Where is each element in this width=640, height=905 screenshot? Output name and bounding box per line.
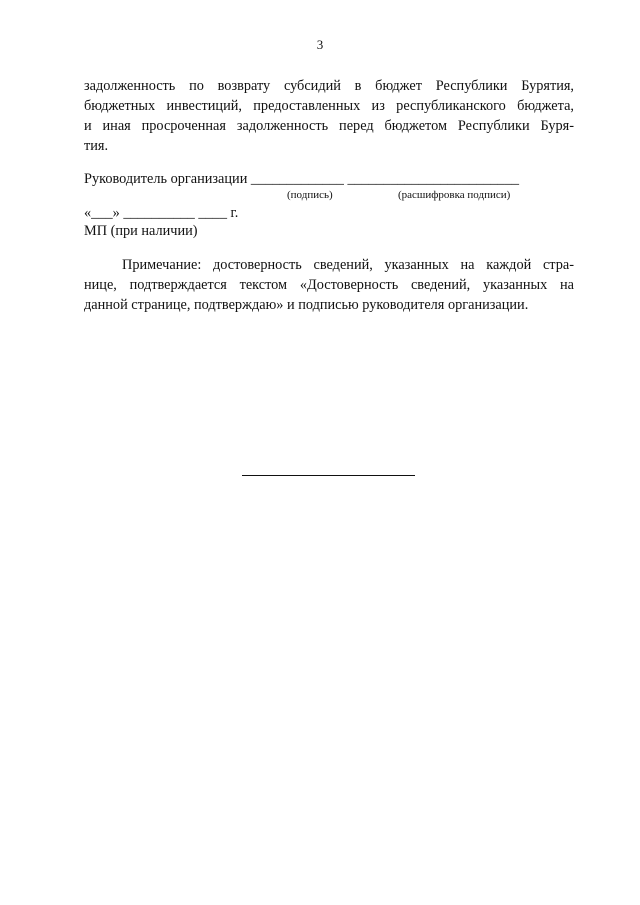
signature-decode-caption: (расшифровка подписи) (398, 189, 511, 201)
text-line: и иная просроченная задолженность перед бюджетом Республики Буря- (84, 118, 574, 134)
stamp-line: МП (при наличии) (84, 223, 198, 239)
end-divider (242, 475, 415, 476)
page-number: 3 (316, 37, 324, 52)
signature-caption: (подпись) (287, 189, 333, 201)
text-line: нице, подтверждается текстом «Достоверность сведений, указанных на (84, 277, 574, 293)
text-line: задолженность по возврату субсидий в бюджет Республики Бурятия, (84, 78, 574, 94)
text-line: Примечание: достоверность сведений, указанных на каждой стра- (122, 257, 574, 273)
text-line: бюджетных инвестиций, предоставленных из республиканского бюджета, (84, 98, 574, 114)
note-paragraph (84, 255, 574, 315)
date-line: «___» __________ ____ г. (84, 205, 239, 221)
text-line: данной странице, подтверждаю» и подписью руководителя организации. (84, 297, 529, 313)
body-paragraph (84, 76, 574, 156)
text-line: тия. (84, 138, 109, 154)
signature-row: Руководитель организации _____________ ________________________ (84, 171, 520, 187)
